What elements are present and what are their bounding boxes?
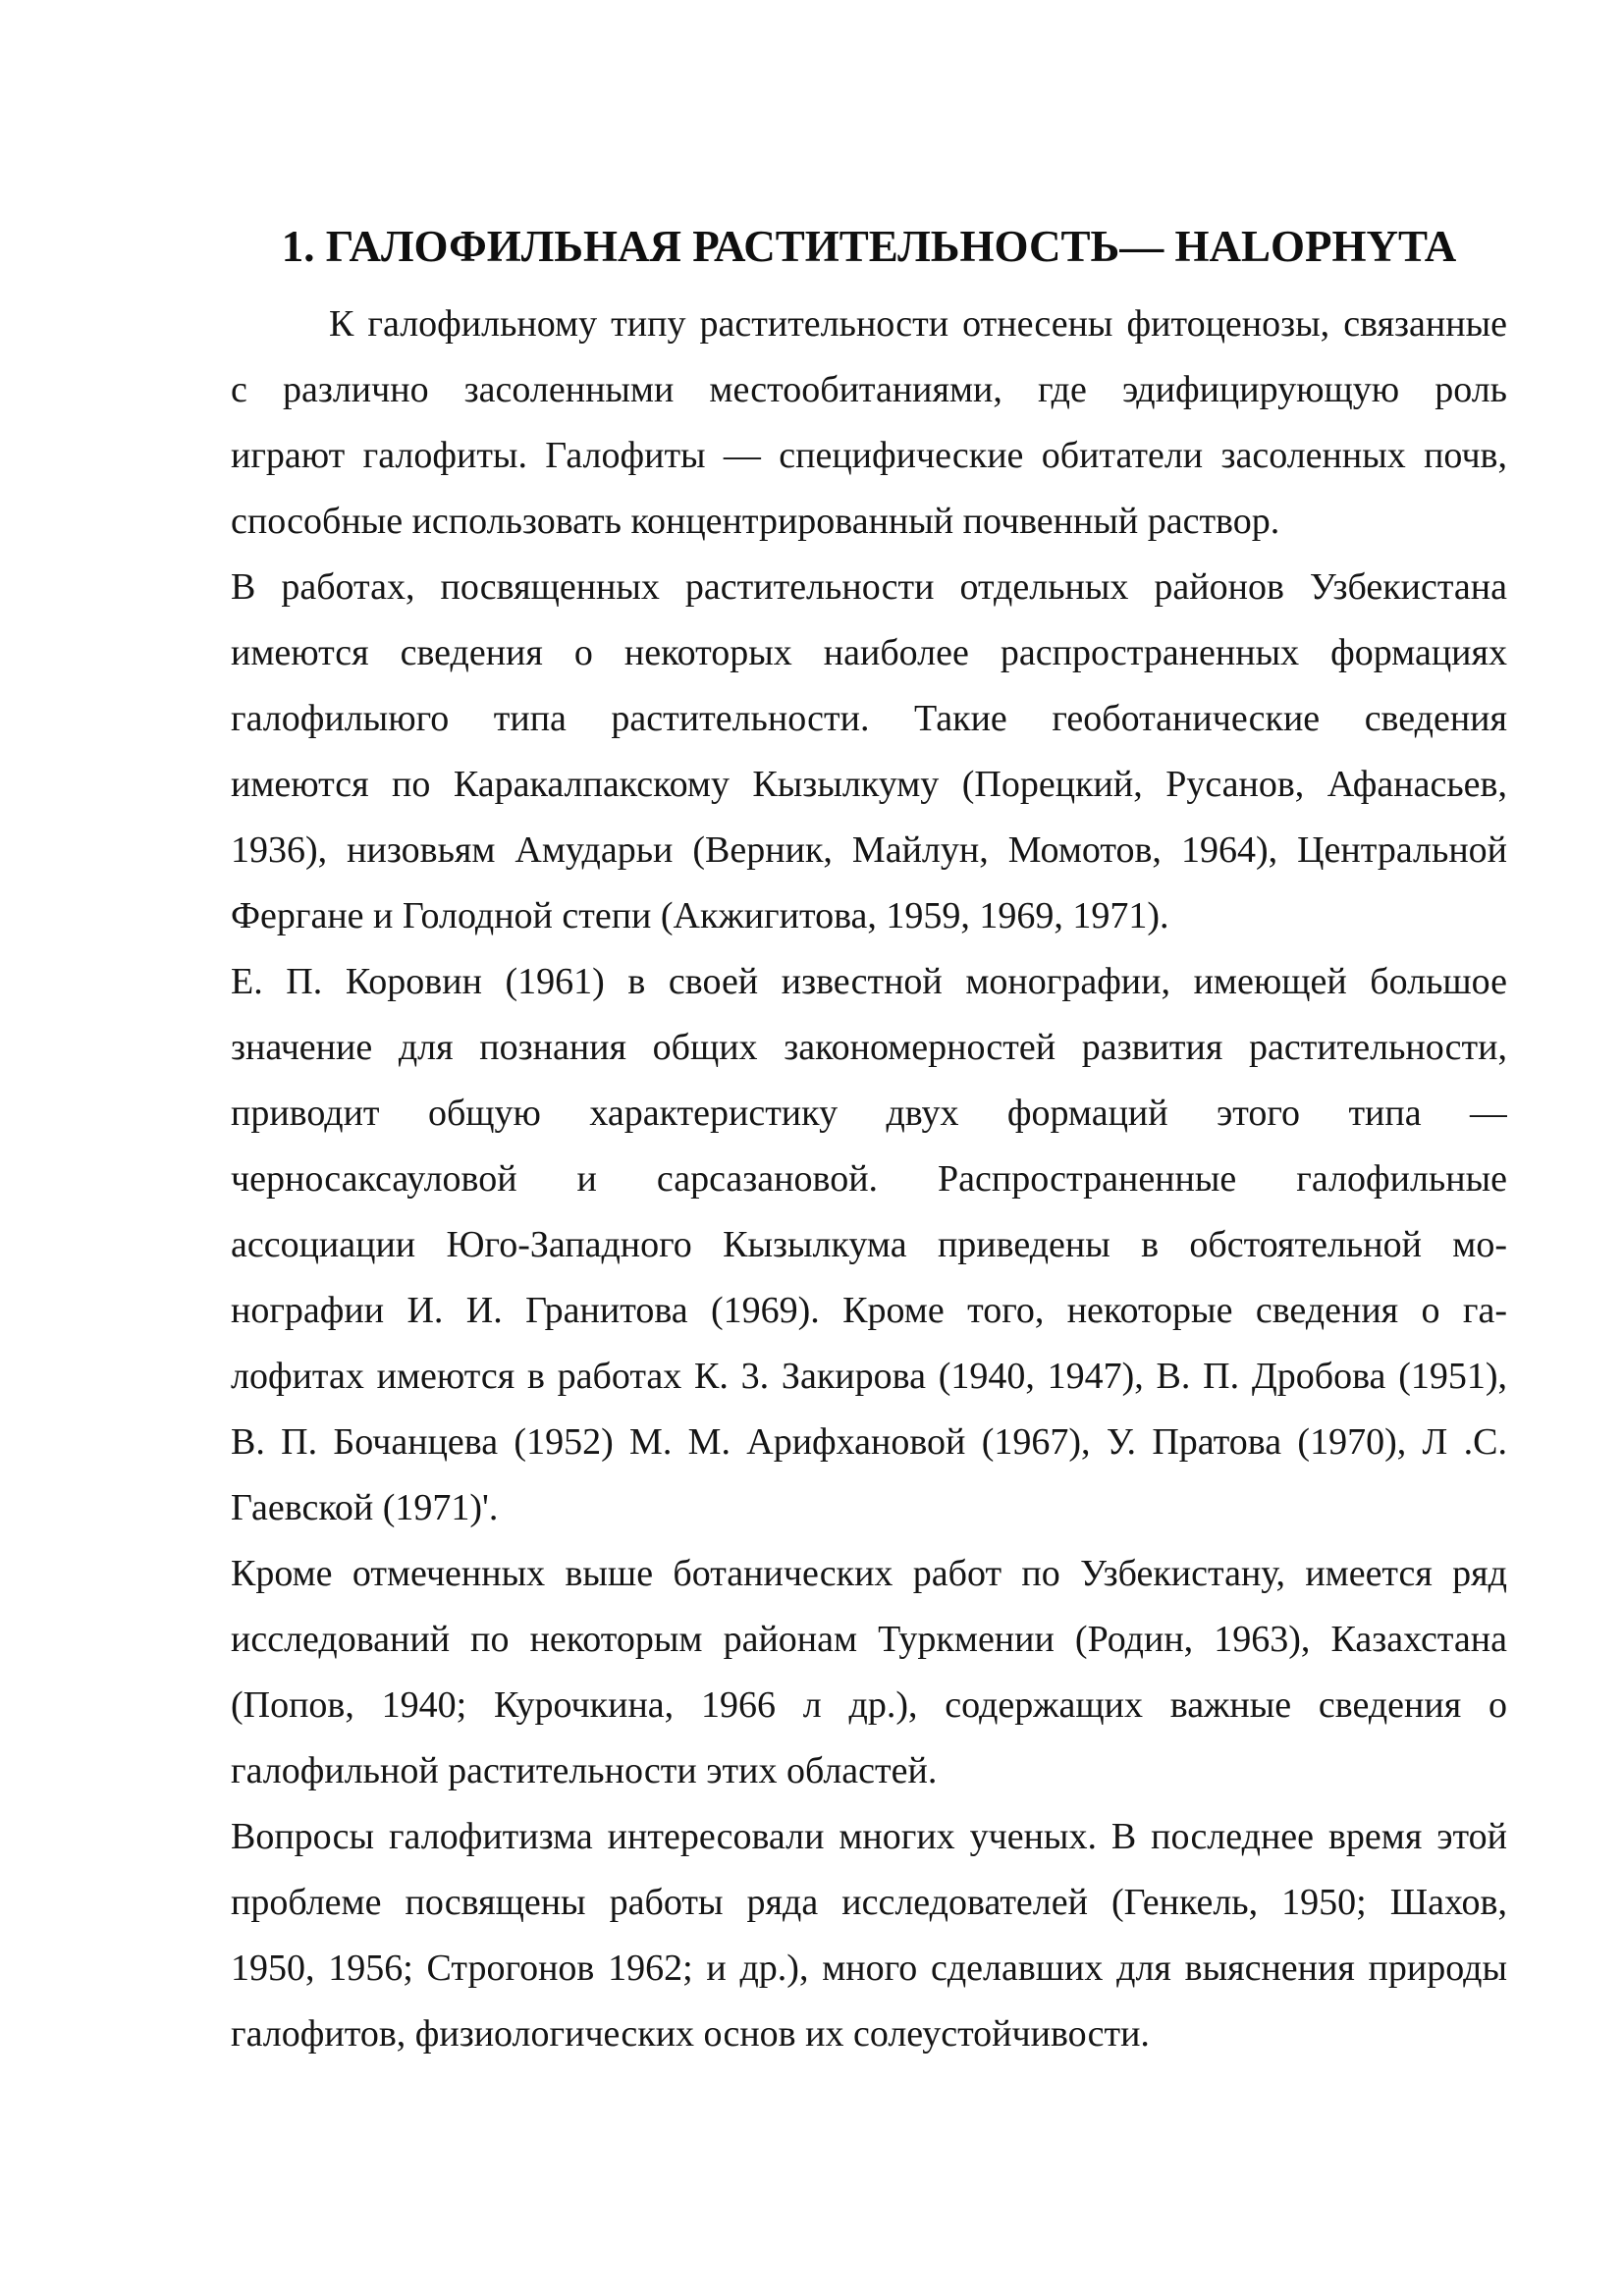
text-line: К галофильному типу растительности отнесены фитоценозы, связанные xyxy=(329,303,1507,345)
text-line: галофитов, физиологических основ их солеустойчивости. xyxy=(231,2013,1150,2055)
text-line: В. П. Бочанцева (1952) М. М. Арифхановой (1967), У. Пратова (1970), Л .С. xyxy=(231,1421,1507,1463)
page-title: 1. ГАЛОФИЛЬНАЯ РАСТИТЕЛЬНОСТЬ— HALOPHYTA xyxy=(281,222,1457,271)
text-line: играют галофиты. Галофиты — специфические обитатели засоленных почв, xyxy=(231,435,1507,476)
text-line: Фергане и Голодной степи (Акжигитова, 1959, 1969, 1971). xyxy=(231,895,1169,936)
text-line: В работах, посвященных растительности отдельных районов Узбекистана xyxy=(231,566,1507,608)
text-line: лофитах имеются в работах К. 3. Закирова (1940, 1947), В. П. Дробова (1951), xyxy=(231,1356,1507,1397)
text-line: черносаксауловой и сарсазановой. Распространенные галофильные xyxy=(231,1158,1507,1200)
text-line: имеются по Каракалпакскому Кызылкуму (Порецкий, Русанов, Афанасьев, xyxy=(231,764,1507,805)
text-line: 1950, 1956; Строгонов 1962; и др.), много сделавших для выяснения природы xyxy=(231,1948,1507,1989)
text-line: галофилыюго типа растительности. Такие геоботанические сведения xyxy=(231,698,1507,739)
text-line: приводит общую характеристику двух формаций этого типа — xyxy=(231,1093,1507,1134)
page-content xyxy=(231,201,1507,2067)
text-line: 1936), низовьям Амударьи (Верник, Майлун, Момотов, 1964), Центральной xyxy=(231,829,1507,871)
text-line: значение для познания общих закономерностей развития растительности, xyxy=(231,1027,1507,1068)
text-line: Гаевской (1971)'. xyxy=(231,1487,499,1528)
text-line: (Попов, 1940; Курочкина, 1966 л др.), содержащих важные сведения о xyxy=(231,1684,1507,1726)
text-line: Е. П. Коровин (1961) в своей известной монографии, имеющей большое xyxy=(231,961,1507,1002)
text-line: исследований по некоторым районам Туркмении (Родин, 1963), Казахстана xyxy=(231,1619,1507,1660)
text-line: имеются сведения о некоторых наиболее распространенных формациях xyxy=(231,632,1507,673)
text-line: галофильной растительности этих областей. xyxy=(231,1750,938,1791)
text-line: способные использовать концентрированный почвенный раствор. xyxy=(231,501,1280,542)
text-line: с различно засоленными местообитаниями, где эдифицирующую роль xyxy=(231,369,1507,410)
text-line: Кроме отмеченных выше ботанических работ по Узбекистану, имеется ряд xyxy=(231,1553,1507,1594)
text-line: нографии И. И. Гранитова (1969). Кроме того, некоторые сведения о га- xyxy=(231,1290,1507,1331)
text-line: ассоциации Юго-Западного Кызылкума приведены в обстоятельной мо- xyxy=(231,1224,1507,1265)
text-line: Вопросы галофитизма интересовали многих ученых. В последнее время этой xyxy=(231,1816,1507,1857)
paragraphs-container xyxy=(231,292,1507,2067)
text-line: проблеме посвящены работы ряда исследователей (Генкель, 1950; Шахов, xyxy=(231,1882,1507,1923)
